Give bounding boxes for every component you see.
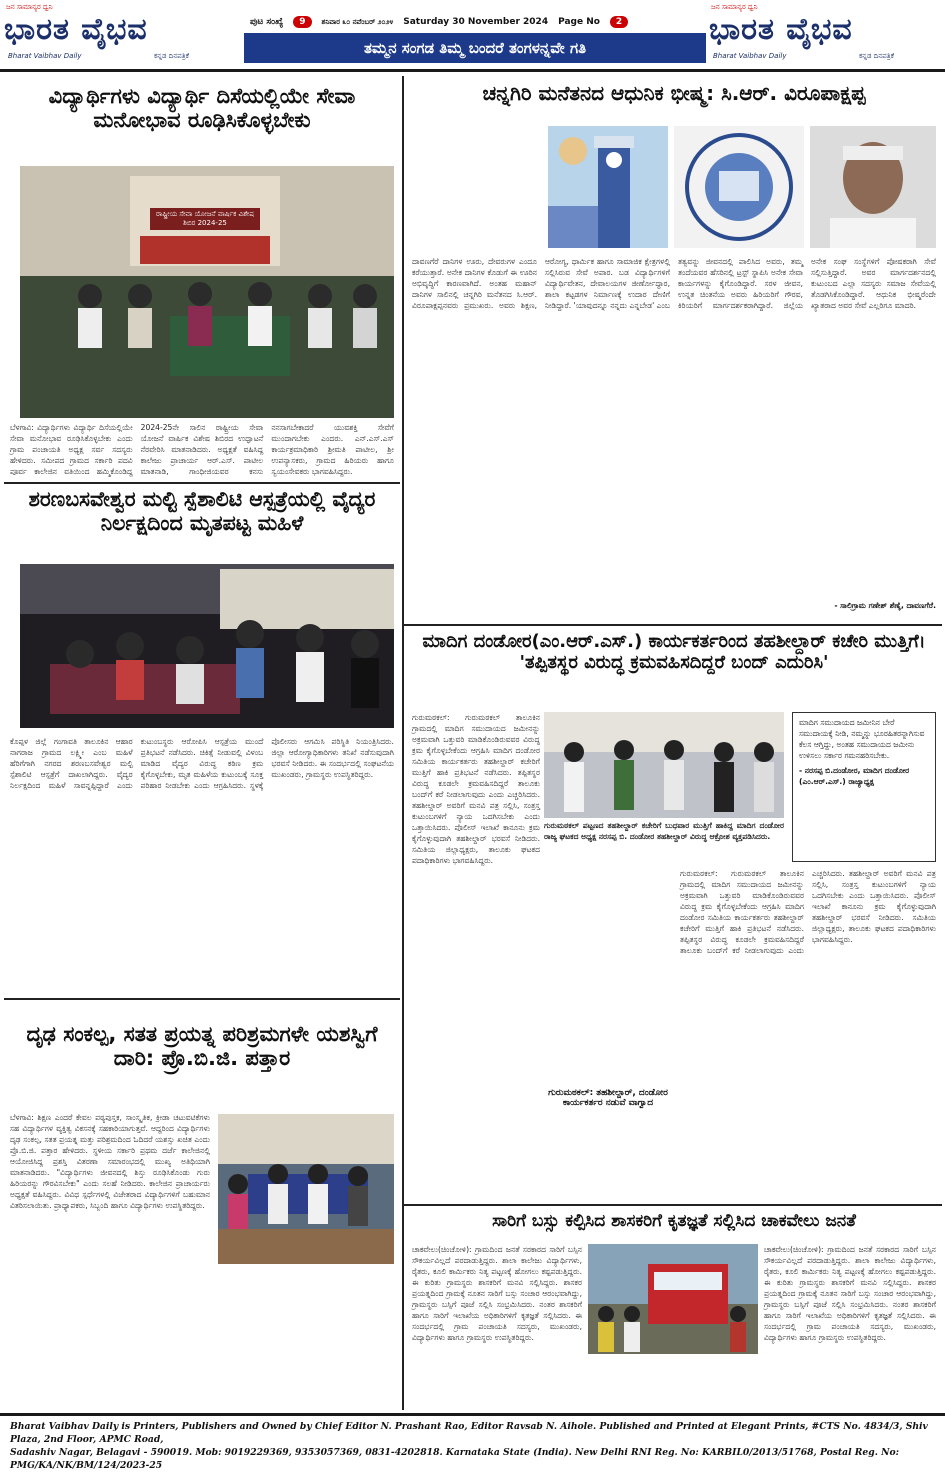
article-students: [6, 80, 398, 480]
masthead-daily-kn-right: ಕನ್ನಡ ದಿನಪತ್ರಿಕೆ: [859, 52, 895, 60]
article-madiga-photo: [544, 712, 784, 818]
article-bus-body-left: ಚಾಕವೇಲು(ಚಿಂಚೋಳಿ): ಗ್ರಾಮದಿಂದ ಜನತೆ ಸರಕಾರದ ಸಾರಿಗೆ ಬಸ್ಸಿನ ಸೌಕರ್ಯವಿಲ್ಲದೆ ಪರದಾಡುತ್ತಿದ್ದರು. ಶಾಲಾ ಕಾಲೇಜು ವಿದ್ಯಾರ್ಥಿಗಳು, ರೈತರು, ಕೂಲಿ ಕಾರ್ಮಿಕರು ನಿತ್ಯ ಪಟ್ಟಣಕ್ಕೆ ಹೋಗಲು ಕಷ್ಟಪಡುತ್ತಿದ್ದರು. ಈ ಕುರಿತು ಗ್ರಾಮಸ್ಥರು ಶಾಸಕರಿಗೆ ಮನವಿ ಸಲ್ಲಿಸಿದ್ದರು. ಶಾಸಕರ ಪ್ರಯತ್ನದಿಂದ ಗ್ರಾಮಕ್ಕೆ ನೂತನ ಸಾರಿಗೆ ಬಸ್ಸು ಸಂಚಾರ ಆರಂಭವಾಗಿದ್ದು, ಗ್ರಾಮಸ್ಥರು ಬಸ್ಸಿಗೆ ಪೂಜೆ ಸಲ್ಲಿಸಿ ಸಂಭ್ರಮಿಸಿದರು. ನಂತರ ಶಾಸಕರಿಗೆ ಹಾಗೂ ಸಾರಿಗೆ ಇಲಾಖೆಯ ಅಧಿಕಾರಿಗಳಿಗೆ ಕೃತಜ್ಞತೆ ಸಲ್ಲಿಸಿದರು. ಈ ಸಂದರ್ಭದಲ್ಲಿ ಗ್ರಾಮ ಪಂಚಾಯತಿ ಸದಸ್ಯರು, ಮುಖಂಡರು, ವಿದ್ಯಾರ್ಥಿಗಳು ಹಾಗೂ ಗ್ರಾಮಸ್ಥರು ಉಪಸ್ಥಿತರಿದ್ದರು.: [412, 1245, 582, 1342]
article-hospital: [6, 486, 398, 996]
article-madiga-body: ಗುರುಮಠಕಲ್: ಗುರುಮಠಕಲ್ ತಾಲೂಕಿನ ಗ್ರಾಮದಲ್ಲಿ ಮಾದಿಗ ಸಮುದಾಯದ ಜಮೀನನ್ನು ಅಕ್ರಮವಾಗಿ ಒತ್ತುವರಿ ಮಾಡಿಕೊಂಡಿರುವವರ ವಿರುದ್ಧ ಕ್ರಮ ಕೈಗೊಳ್ಳಬೇಕೆಂದು ಆಗ್ರಹಿಸಿ ಮಾದಿಗ ದಂಡೋರ ಸಮಿತಿಯ ಕಾರ್ಯಕರ್ತರು ತಹಶೀಲ್ದಾರ್ ಕಚೇರಿಗೆ ಮುತ್ತಿಗೆ ಹಾಕಿ ಪ್ರತಿಭಟನೆ ನಡೆಸಿದರು. ತಪ್ಪಿತಸ್ಥರ ವಿರುದ್ಧ ಕೂಡಲೇ ಕ್ರಮವಹಿಸದಿದ್ದರೆ ತಾಲೂಕು ಬಂದ್‌ಗೆ ಕರೆ ನೀಡಲಾಗುವುದು ಎಂದು ಎಚ್ಚರಿಸಿದರು. ತಹಶೀಲ್ದಾರ್ ಅವರಿಗೆ ಮನವಿ ಪತ್ರ ಸಲ್ಲಿಸಿ, ಸಂತ್ರಸ್ತ ಕುಟುಂಬಗಳಿಗೆ ನ್ಯಾಯ ಒದಗಿಸಬೇಕು ಎಂದು ಒತ್ತಾಯಿಸಿದರು. ಪೊಲೀಸ್ ಇಲಾಖೆ ಕಾನೂನು ಕ್ರಮ ಕೈಗೊಳ್ಳುವುದಾಗಿ ತಹಶೀಲ್ದಾರ್ ಭರವಸೆ ನೀಡಿದರು. ಸಮಿತಿಯ ಜಿಲ್ಲಾಧ್ಯಕ್ಷರು, ತಾಲೂಕು ಘಟಕದ ಪದಾಧಿಕಾರಿಗಳು ಭಾಗವಹಿಸಿದ್ದರು.: [412, 713, 540, 865]
madiga-photo-graphic: [544, 712, 784, 818]
article-bus-headline: ಸಾರಿಗೆ ಬಸ್ಸು ಕಲ್ಪಿಸಿದ ಶಾಸಕರಿಗೆ ಕೃತಜ್ಞತೆ ಸಲ್ಲಿಸಿದ ಚಾಕವೇಲು ಜನತೆ: [492, 1211, 856, 1231]
page-label: Page No: [558, 17, 600, 27]
article-madiga-subhead: ಗುರುಮಠಕಲ್: ತಹಶೀಲ್ದಾರ್, ದಂಡೋರ ಕಾರ್ಯಕರ್ತರ ನಡುವೆ ವಾಗ್ವಾದ: [548, 1088, 668, 1109]
slogan-bar: [244, 33, 706, 63]
masthead-brand: [4, 12, 236, 47]
article-channagiri-signature: - ಸಾಲಿಗ್ರಾಮ ಗಣೇಶ್ ಶೆಣೈ, ದಾವಣಗೆರೆ.: [834, 601, 936, 610]
divider-right-2: [404, 1204, 942, 1206]
masthead-tagline-right: ಜನ ಸಾಮಾನ್ಯರ ಧ್ವನಿ: [711, 3, 758, 11]
emblem-photo-graphic: [674, 126, 804, 248]
masthead-tagline: ಜನ ಸಾಮಾನ್ಯರ ಧ್ವನಿ: [6, 3, 53, 11]
students-photo-banner: ರಾಷ್ಟ್ರೀಯ ಸೇವಾ ಯೋಜನೆ ವಾರ್ಷಿಕ ವಿಶೇಷ ಶಿಬಿರ 2024-25: [150, 208, 260, 230]
divider-left-2: [4, 998, 400, 1000]
article-madiga-quote-box: [792, 712, 936, 862]
article-madiga-body-more: ಗುರುಮಠಕಲ್: ಗುರುಮಠಕಲ್ ತಾಲೂಕಿನ ಗ್ರಾಮದಲ್ಲಿ ಮಾದಿಗ ಸಮುದಾಯದ ಜಮೀನನ್ನು ಅಕ್ರಮವಾಗಿ ಒತ್ತುವರಿ ಮಾಡಿಕೊಂಡಿರುವವರ ವಿರುದ್ಧ ಕ್ರಮ ಕೈಗೊಳ್ಳಬೇಕೆಂದು ಆಗ್ರಹಿಸಿ ಮಾದಿಗ ದಂಡೋರ ಸಮಿತಿಯ ಕಾರ್ಯಕರ್ತರು ತಹಶೀಲ್ದಾರ್ ಕಚೇರಿಗೆ ಮುತ್ತಿಗೆ ಹಾಕಿ ಪ್ರತಿಭಟನೆ ನಡೆಸಿದರು. ತಪ್ಪಿತಸ್ಥರ ವಿರುದ್ಧ ಕೂಡಲೇ ಕ್ರಮವಹಿಸದಿದ್ದರೆ ತಾಲೂಕು ಬಂದ್‌ಗೆ ಕರೆ ನೀಡಲಾಗುವುದು ಎಂದು ಎಚ್ಚರಿಸಿದರು. ತಹಶೀಲ್ದಾರ್ ಅವರಿಗೆ ಮನವಿ ಪತ್ರ ಸಲ್ಲಿಸಿ, ಸಂತ್ರಸ್ತ ಕುಟುಂಬಗಳಿಗೆ ನ್ಯಾಯ ಒದಗಿಸಬೇಕು ಎಂದು ಒತ್ತಾಯಿಸಿದರು. ಪೊಲೀಸ್ ಇಲಾಖೆ ಕಾನೂನು ಕ್ರಮ ಕೈಗೊಳ್ಳುವುದಾಗಿ ತಹಶೀಲ್ದಾರ್ ಭರವಸೆ ನೀಡಿದರು. ಸಮಿತಿಯ ಜಿಲ್ಲಾಧ್ಯಕ್ಷರು, ತಾಲೂಕು ಘಟಕದ ಪದಾಧಿಕಾರಿಗಳು ಭಾಗವಹಿಸಿದ್ದರು.: [680, 869, 936, 955]
brand-name: ಭಾರತ ವೈಭವ: [4, 12, 148, 47]
article-bus-photo: [588, 1244, 758, 1354]
brand-name-right: ಭಾರತ ವೈಭವ: [709, 12, 853, 47]
article-madiga-photo-caption: ಗುರುಮಠಕಲ್ ಪಟ್ಟಣದ ತಹಶೀಲ್ದಾರ್ ಕಚೇರಿಗೆ ಬುಧವಾರ ಮುತ್ತಿಗೆ ಹಾಕಿದ್ದ ಮಾದಿಗ ದಂಡೋರ ರಾಜ್ಯ ಘಟಕದ ಅಧ್ಯಕ್ಷ ನರಸಪ್ಪ ಬಿ. ದಂಡೋರ ತಹಶೀಲ್ದಾರ್ ವಿರುದ್ಧ ಆಕ್ರೋಶ ವ್ಯಕ್ತಪಡಿಸಿದರು.: [544, 821, 784, 841]
date-kannada: ಶನಿವಾರ ೩೦ ನವೆಂಬರ್ ೨೦೨೪: [321, 17, 394, 26]
masthead: [0, 0, 945, 72]
tower-photo-graphic: [548, 126, 668, 248]
imprint-line-1: Bharat Vaibhav Daily is Printers, Publishers and Owned by Chief Editor N. Prashant Rao, Editor Ravsab N. Aihole. Published and Printed at Elegant Prints, #CTS No. 4834/3, Shiv Plaza, 2nd Floor, APMC Road,: [10, 1421, 928, 1445]
masthead-logo-right: [709, 2, 941, 68]
article-hospital-headline: ಶರಣಬಸವೇಶ್ವರ ಮಲ್ಟಿ ಸ್ಪೆಶಾಲಿಟಿ ಆಸ್ಪತ್ರೆಯಲ್ಲಿ ವೈದ್ಯರ ನಿರ್ಲಕ್ಷದಿಂದ ಮೃತಪಟ್ಟ ಮಹಿಳೆ: [28, 487, 376, 535]
hospital-photo-graphic: [20, 564, 394, 728]
portrait-photo-graphic: [810, 126, 936, 248]
date-english: Saturday 30 November 2024: [403, 17, 549, 27]
article-madiga: [408, 628, 940, 1200]
quote-box-text: ಮಾದಿಗ ಸಮುದಾಯದ ಜಮೀನಿನ ಬೇರೆ ಸಮುದಾಯಕ್ಕೆ ನೀಡಿ, ನಮ್ಮನ್ನು ಭೂರಹಿತರನ್ನಾಗಿಸುವ ಕೆಲಸ ಆಗ್ತಿದ್ದು, ಅಂತಹ ಸಮುದಾಯದ ಜಮೀನು ಉಳಿಸಲು ಸರ್ಕಾರ ಗಮನಹರಿಸಬೇಕು.: [799, 718, 925, 760]
masthead-daily-en-right: Bharat Vaibhav Daily: [713, 52, 787, 60]
quote-box-signature: - ನರಸಪ್ಪ ಬಿ.ದಂಡೋರ, ಮಾದಿಗ ದಂಡೋರ (ಎಂ.ಆರ್.ಎಸ್.) ರಾಜ್ಯಾಧ್ಯಕ್ಷ: [799, 766, 910, 786]
article-bus: [408, 1208, 940, 1410]
issue-label: ಪುಟ ಸಂಖ್ಯೆ: [250, 17, 284, 27]
article-pattar: [6, 1002, 398, 1410]
article-channagiri: [408, 80, 940, 620]
imprint-line-2: Sadashiv Nagar, Belagavi - 590019. Mob: 9019229369, 9353057369, 0831-4202818. Karnataka State (India). New Delhi RNI Reg. No: KARBIL0/2013/51768, Postal Reg. No: PMG/KA/NK/BM/124/2023-25: [10, 1447, 900, 1471]
article-madiga-headline: ಮಾದಿಗ ದಂಡೋರ(ಎಂ.ಆರ್.ಎಸ್.) ಕಾರ್ಯಕರ್ತರಿಂದ ತಹಶೀಲ್ದಾರ್ ಕಚೇರಿ ಮುತ್ತಿಗೆ। 'ತಪ್ಪಿತಸ್ಥರ ವಿರುದ್ಧ ಕ್ರಮವಹಿಸದಿದ್ದರೆ ಬಂದ್ ಎದುರಿಸಿ': [422, 631, 926, 673]
slogan-text: ತಮ್ಮನ ಸಂಗಡ ತಿಮ್ಮ ಬಂದರೆ ತಂಗಳನ್ನವೇ ಗತಿ: [363, 39, 587, 57]
bus-photo-graphic: [588, 1244, 758, 1354]
divider-left-1: [4, 482, 400, 484]
article-students-body: ಬೆಳಗಾವಿ: ವಿದ್ಯಾರ್ಥಿಗಳು ವಿದ್ಯಾರ್ಥಿ ದಿಸೆಯಲ್ಲಿಯೇ ಸೇವಾ ಮನೋಭಾವ ರೂಢಿಸಿಕೊಳ್ಳಬೇಕು ಎಂದು ಗ್ರಾಮ ಪಂಚಾಯತಿ ಅಧ್ಯಕ್ಷ ಸರ್ವ ಸದಸ್ಯರು ಹೇಳಿದರು. ಸಮೀಪದ ಗ್ರಾಮದ ಸರ್ಕಾರಿ ಪದವಿ ಪೂರ್ವ ಕಾಲೇಜಿನ ವತಿಯಿಂದ ಹಮ್ಮಿಕೊಂಡಿದ್ದ 2024-25ನೇ ಸಾಲಿನ ರಾಷ್ಟ್ರೀಯ ಸೇವಾ ಯೋಜನೆ ವಾರ್ಷಿಕ ವಿಶೇಷ ಶಿಬಿರದ ಉದ್ಘಾಟನೆ ನೆರವೇರಿಸಿ ಮಾತನಾಡಿದರು. ಅಧ್ಯಕ್ಷತೆ ವಹಿಸಿದ್ದ ಕಾಲೇಜು ಪ್ರಾಚಾರ್ಯ ಆರ್.ಎಸ್. ಪಾಟೀಲ ಮಾತನಾಡಿ, ಗಾಂಧೀಜಿಯವರ ಕನಸು ನನಸಾಗಬೇಕಾದರೆ ಯುವಶಕ್ತಿ ಸೇವೆಗೆ ಮುಂದಾಗಬೇಕು ಎಂದರು. ಎನ್.ಎಸ್.ಎಸ್ ಕಾರ್ಯಕ್ರಮಾಧಿಕಾರಿ ಶ್ರೀಮತಿ ಪಾಟೀಲ, ಶ್ರೀ ಉಪನ್ಯಾಸಕರು, ಗ್ರಾಮದ ಹಿರಿಯರು ಹಾಗೂ ಸ್ವಯಂಸೇವಕರು ಭಾಗವಹಿಸಿದ್ದರು.: [10, 423, 394, 476]
article-hospital-photo: [20, 564, 394, 728]
page-number: 2: [610, 16, 628, 28]
imprint-footer: [0, 1413, 945, 1471]
article-channagiri-headline: ಚನ್ನಗಿರಿ ಮನೆತನದ ಆಧುನಿಕ ಭೀಷ್ಮ: ಸಿ.ಆರ್. ವಿರೂಪಾಕ್ಷಪ್ಪ: [482, 81, 866, 105]
masthead-logo-left: [4, 2, 236, 68]
students-photo-graphic: [20, 166, 394, 418]
masthead-daily-kn: ಕನ್ನಡ ದಿನಪತ್ರಿಕೆ: [154, 52, 190, 60]
article-pattar-body: ಬೆಳಗಾವಿ: ಶಿಕ್ಷಣ ಎಂದರೆ ಕೇವಲ ಪಠ್ಯಪುಸ್ತಕ, ಸಾಂಸ್ಕೃತಿಕ, ಕ್ರೀಡಾ ಚಟುವಟಿಕೆಗಳು ಸಹ ವಿದ್ಯಾರ್ಥಿಗಳ ವ್ಯಕ್ತಿತ್ವ ವಿಕಸನಕ್ಕೆ ಸಹಕಾರಿಯಾಗುತ್ತವೆ. ಆದ್ದರಿಂದ ವಿದ್ಯಾರ್ಥಿಗಳು ದೃಢ ಸಂಕಲ್ಪ, ಸತತ ಪ್ರಯತ್ನ ಮತ್ತು ಪರಿಶ್ರಮದಿಂದ ಓದಿದರೆ ಯಶಸ್ಸು ಖಚಿತ ಎಂದು ಪ್ರೊ.ಬಿ.ಜಿ. ಪತ್ತಾರ ಹೇಳಿದರು. ಸ್ಥಳೀಯ ಸರ್ಕಾರಿ ಪ್ರಥಮ ದರ್ಜೆ ಕಾಲೇಜಿನಲ್ಲಿ ಆಯೋಜಿಸಿದ್ದ ಪ್ರಶಸ್ತಿ ವಿತರಣಾ ಸಮಾರಂಭದಲ್ಲಿ ಮುಖ್ಯ ಅತಿಥಿಯಾಗಿ ಮಾತನಾಡಿದರು. "ವಿದ್ಯಾರ್ಥಿಗಳು ಜೀವನದಲ್ಲಿ ಶಿಸ್ತು ರೂಢಿಸಿಕೊಂಡು ಗುರು ಹಿರಿಯರನ್ನು ಗೌರವಿಸಬೇಕು" ಎಂದು ಸಲಹೆ ನೀಡಿದರು. ಕಾಲೇಜಿನ ಪ್ರಾಚಾರ್ಯರು ಅಧ್ಯಕ್ಷತೆ ವಹಿಸಿದ್ದರು. ವಿವಿಧ ಸ್ಪರ್ಧೆಗಳಲ್ಲಿ ವಿಜೇತರಾದ ವಿದ್ಯಾರ್ಥಿಗಳಿಗೆ ಬಹುಮಾನ ವಿತರಿಸಲಾಯಿತು. ಪ್ರಾಧ್ಯಾಪಕರು, ಸಿಬ್ಬಂದಿ ಹಾಗೂ ವಿದ್ಯಾರ್ಥಿಗಳು ಉಪಸ್ಥಿತರಿದ್ದರು.: [10, 1113, 210, 1210]
pattar-photo-graphic: [218, 1114, 394, 1264]
masthead-brand-right: [709, 12, 941, 47]
article-channagiri-body: ದಾವಣಗೆರೆ ದಾನಿಗಳ ಊರು, ದೇವರುಗಳ ಎಂದೂ ಕರೆಯುತ್ತಾರೆ. ಅನೇಕ ದಾನಿಗಳ ಕೊಡುಗೆ ಈ ಊರಿನ ಅಭಿವೃದ್ಧಿಗೆ ಕಾರಣವಾಗಿದೆ. ಅಂತಹ ಮಹಾನ್ ದಾನಿಗಳ ಸಾಲಿನಲ್ಲಿ ಚನ್ನಗಿರಿ ಮನೆತನದ ಸಿ.ಆರ್. ವಿರೂಪಾಕ್ಷಪ್ಪನವರು ಪ್ರಮುಖರು. ಅವರು ಶಿಕ್ಷಣ, ಆರೋಗ್ಯ, ಧಾರ್ಮಿಕ ಹಾಗೂ ಸಾಮಾಜಿಕ ಕ್ಷೇತ್ರಗಳಲ್ಲಿ ಸಲ್ಲಿಸಿರುವ ಸೇವೆ ಅಪಾರ. ಬಡ ವಿದ್ಯಾರ್ಥಿಗಳಿಗೆ ವಿದ್ಯಾರ್ಥಿವೇತನ, ದೇವಾಲಯಗಳ ಜೀರ್ಣೋದ್ಧಾರ, ಶಾಲಾ ಕಟ್ಟಡಗಳ ನಿರ್ಮಾಣಕ್ಕೆ ಉದಾರ ದೇಣಿಗೆ ನೀಡಿದ್ದಾರೆ. 'ಯಾವುದನ್ನೂ ನನ್ನದು ಎನ್ನಬೇಡ' ಎಂಬ ತತ್ವವನ್ನು ಜೀವನದಲ್ಲಿ ಪಾಲಿಸಿದ ಅವರು, ತಮ್ಮ ತಂದೆಯವರ ಹೆಸರಿನಲ್ಲಿ ಟ್ರಸ್ಟ್ ಸ್ಥಾಪಿಸಿ ಅನೇಕ ಸೇವಾ ಕಾರ್ಯಗಳನ್ನು ಕೈಗೊಂಡಿದ್ದಾರೆ. ಸರಳ ಜೀವನ, ಉನ್ನತ ಚಿಂತನೆಯ ಅವರು ಹಿರಿಯರಿಗೆ ಗೌರವ, ಕಿರಿಯರಿಗೆ ಮಾರ್ಗದರ್ಶಕರಾಗಿದ್ದಾರೆ. ಜಿಲ್ಲೆಯ ಅನೇಕ ಸಂಘ ಸಂಸ್ಥೆಗಳಿಗೆ ಪೋಷಕರಾಗಿ ಸೇವೆ ಸಲ್ಲಿಸುತ್ತಿದ್ದಾರೆ. ಅವರ ಮಾರ್ಗದರ್ಶನದಲ್ಲಿ ಕುಟುಂಬದ ಎಲ್ಲಾ ಸದಸ್ಯರು ಸಮಾಜ ಸೇವೆಯಲ್ಲಿ ತೊಡಗಿಸಿಕೊಂಡಿದ್ದಾರೆ. ಆಧುನಿಕ ಭೀಷ್ಮರೆಂದೇ ಖ್ಯಾತರಾದ ಅವರ ಸೇವೆ ಎಲ್ಲರಿಗೂ ಮಾದರಿ.: [412, 257, 936, 310]
issue-meta-bar: [244, 12, 706, 32]
article-pattar-photo: [218, 1114, 394, 1264]
article-students-headline: ವಿದ್ಯಾರ್ಥಿಗಳು ವಿದ್ಯಾರ್ಥಿ ದಿಸೆಯಲ್ಲಿಯೇ ಸೇವಾ ಮನೋಭಾವ ರೂಢಿಸಿಕೊಳ್ಳಬೇಕು: [48, 84, 356, 133]
channagiri-photo-tower: [548, 126, 668, 248]
masthead-daily-en: Bharat Vaibhav Daily: [8, 52, 82, 60]
channagiri-photo-emblem: [674, 126, 804, 248]
article-students-photo: [20, 166, 394, 418]
column-divider: [402, 76, 404, 1410]
issue-number: 9: [293, 16, 311, 28]
divider-right-1: [404, 624, 942, 626]
article-hospital-body: ಕೊಪ್ಪಳ ಜಿಲ್ಲೆ ಗಂಗಾವತಿ ತಾಲೂಕಿನ ಆಹಾರ ನಾಗರಾಜ ಗ್ರಾಮದ ಲಕ್ಷ್ಮೀ ಎಂಬ ಮಹಿಳೆ ಹೆರಿಗೆಗಾಗಿ ನಗರದ ಶರಣಬಸವೇಶ್ವರ ಮಲ್ಟಿ ಸ್ಪೆಶಾಲಿಟಿ ಆಸ್ಪತ್ರೆಗೆ ದಾಖಲಾಗಿದ್ದರು. ವೈದ್ಯರ ನಿರ್ಲಕ್ಷದಿಂದ ಮಹಿಳೆ ಸಾವನ್ನಪ್ಪಿದ್ದಾರೆ ಎಂದು ಕುಟುಂಬಸ್ಥರು ಆರೋಪಿಸಿ ಆಸ್ಪತ್ರೆಯ ಮುಂದೆ ಪ್ರತಿಭಟನೆ ನಡೆಸಿದರು. ಚಿಕಿತ್ಸೆ ನೀಡುವಲ್ಲಿ ವಿಳಂಬ ಮಾಡಿದ ವೈದ್ಯರ ವಿರುದ್ಧ ಕಠಿಣ ಕ್ರಮ ಕೈಗೊಳ್ಳಬೇಕು, ಮೃತ ಮಹಿಳೆಯ ಕುಟುಂಬಕ್ಕೆ ಸೂಕ್ತ ಪರಿಹಾರ ನೀಡಬೇಕು ಎಂದು ಆಗ್ರಹಿಸಿದರು. ಸ್ಥಳಕ್ಕೆ ಪೊಲೀಸರು ಆಗಮಿಸಿ ಪರಿಸ್ಥಿತಿ ನಿಯಂತ್ರಿಸಿದರು. ಜಿಲ್ಲಾ ಆರೋಗ್ಯಾಧಿಕಾರಿಗಳು ತನಿಖೆ ನಡೆಸುವುದಾಗಿ ಭರವಸೆ ನೀಡಿದರು. ಈ ಸಂದರ್ಭದಲ್ಲಿ ಸಂಘಟನೆಯ ಮುಖಂಡರು, ಗ್ರಾಮಸ್ಥರು ಉಪಸ್ಥಿತರಿದ್ದರು.: [10, 737, 394, 790]
article-pattar-headline: ದೃಢ ಸಂಕಲ್ಪ, ಸತತ ಪ್ರಯತ್ನ ಪರಿಶ್ರಮಗಳೇ ಯಶಸ್ವಿಗೆ ದಾರಿ: ಪ್ರೊ.ಬಿ.ಜಿ. ಪತ್ತಾರ: [26, 1022, 378, 1071]
channagiri-photo-portrait: [810, 126, 936, 248]
article-bus-body-right: ಚಾಕವೇಲು(ಚಿಂಚೋಳಿ): ಗ್ರಾಮದಿಂದ ಜನತೆ ಸರಕಾರದ ಸಾರಿಗೆ ಬಸ್ಸಿನ ಸೌಕರ್ಯವಿಲ್ಲದೆ ಪರದಾಡುತ್ತಿದ್ದರು. ಶಾಲಾ ಕಾಲೇಜು ವಿದ್ಯಾರ್ಥಿಗಳು, ರೈತರು, ಕೂಲಿ ಕಾರ್ಮಿಕರು ನಿತ್ಯ ಪಟ್ಟಣಕ್ಕೆ ಹೋಗಲು ಕಷ್ಟಪಡುತ್ತಿದ್ದರು. ಈ ಕುರಿತು ಗ್ರಾಮಸ್ಥರು ಶಾಸಕರಿಗೆ ಮನವಿ ಸಲ್ಲಿಸಿದ್ದರು. ಶಾಸಕರ ಪ್ರಯತ್ನದಿಂದ ಗ್ರಾಮಕ್ಕೆ ನೂತನ ಸಾರಿಗೆ ಬಸ್ಸು ಸಂಚಾರ ಆರಂಭವಾಗಿದ್ದು, ಗ್ರಾಮಸ್ಥರು ಬಸ್ಸಿಗೆ ಪೂಜೆ ಸಲ್ಲಿಸಿ ಸಂಭ್ರಮಿಸಿದರು. ನಂತರ ಶಾಸಕರಿಗೆ ಹಾಗೂ ಸಾರಿಗೆ ಇಲಾಖೆಯ ಅಧಿಕಾರಿಗಳಿಗೆ ಕೃತಜ್ಞತೆ ಸಲ್ಲಿಸಿದರು. ಈ ಸಂದರ್ಭದಲ್ಲಿ ಗ್ರಾಮ ಪಂಚಾಯತಿ ಸದಸ್ಯರು, ಮುಖಂಡರು, ವಿದ್ಯಾರ್ಥಿಗಳು ಹಾಗೂ ಗ್ರಾಮಸ್ಥರು ಉಪಸ್ಥಿತರಿದ್ದರು.: [764, 1245, 936, 1342]
